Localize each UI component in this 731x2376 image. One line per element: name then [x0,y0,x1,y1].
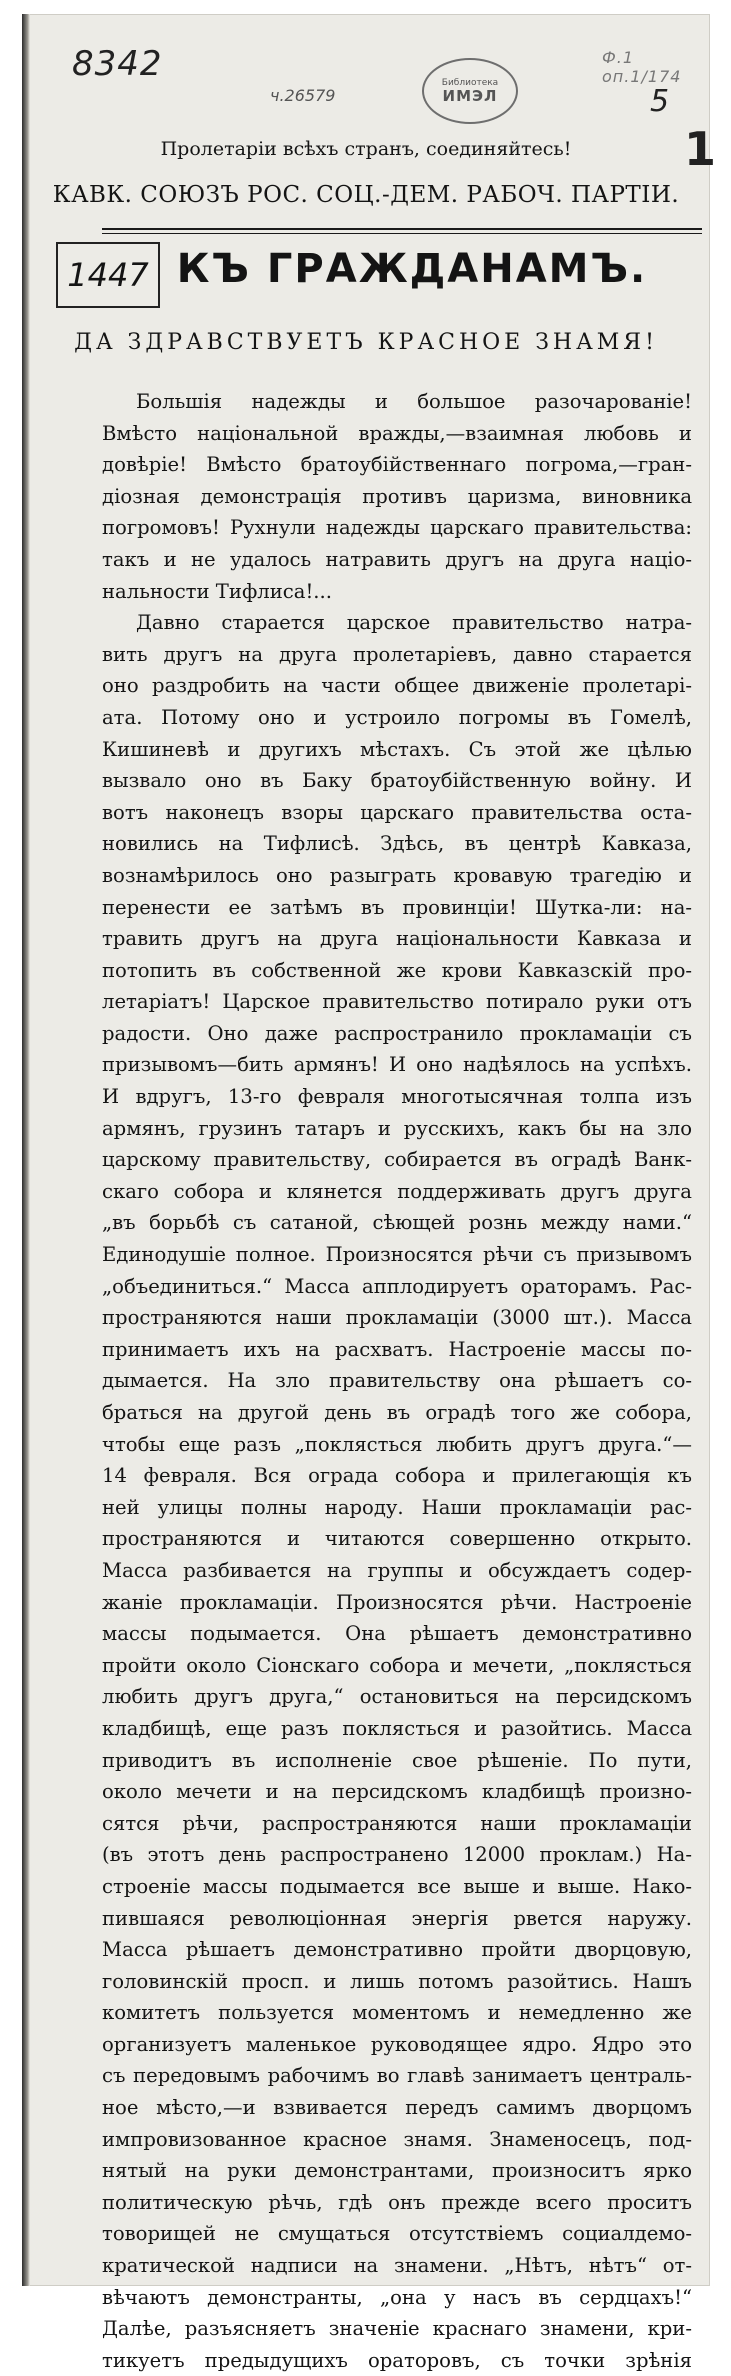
body-line: новились на Тифлисѣ. Здѣсь, въ центрѣ Кавказа, [102,832,692,856]
body-line: вознамѣрилось оно разыграть кровавую трагедію и [102,863,692,887]
body-line: любить другъ друга,“ остановиться на персидскомъ [102,1685,692,1709]
body-text [102,386,692,2376]
body-line: оно раздробить на части общее движеніе пролетарі- [102,674,692,698]
body-line: летаріатъ! Царское правительство потирало руки отъ [102,990,692,1014]
header-organization: КАВК. СОЮЗЪ РОС. СОЦ.-ДЕМ. РАБОЧ. ПАРТІИ. [52,182,680,208]
body-line: вить другъ на друга пролетаріевъ, давно старается [102,642,692,666]
body-line: 14 февраля. Вся ограда собора и прилегающія къ [102,1464,692,1488]
body-line: ное мѣсто,—и взвивается передъ самимъ дворцомъ [102,2096,692,2120]
body-line: сятся рѣчи, распространяются наши прокламаціи [102,1811,692,1835]
body-line: комитетъ пользуется моментомъ и немедленно же [102,2001,692,2025]
body-line: Вмѣсто національной вражды,—взаимная любовь и [102,421,692,445]
body-line: около мечети и на персидскомъ кладбищѣ произно- [102,1780,692,1804]
body-line: травить другъ на друга національности Кавказа и [102,927,692,951]
header-rule-thick [102,228,702,230]
body-line: браться на другой день въ оградѣ того же собора, [102,1401,692,1424]
body-line: армянъ, грузинъ татаръ и русскихъ, какъ бы на зло [102,1116,692,1140]
body-line: съ передовымъ рабочимъ во главѣ занимаетъ централь- [102,2064,692,2088]
body-line: царскому правительству, собирается въ оградѣ Ванк- [102,1148,692,1172]
body-line: пространяются наши прокламаціи (3000 шт.). Масса [102,1306,692,1330]
body-line: діозная демонстрація противъ царизма, виновника [102,484,692,508]
body-line: вызвало оно въ Баку братоубійственную войну. И [102,769,692,793]
body-line: Масса рѣшаетъ демонстративно пройти дворцовую, [102,1938,692,1962]
body-line: Давно старается царское правительство натра- [136,611,692,635]
body-line: принимаетъ ихъ на расхватъ. Настроеніе массы по- [102,1337,692,1361]
body-line: политическую рѣчь, гдѣ онъ прежде всего проситъ [102,2190,692,2214]
body-line: дымается. На зло правительству она рѣшаетъ со- [102,1369,692,1393]
boxed-handwritten-number: 1447 [56,242,160,308]
body-line: пространяются и читаются совершенно открыто. [102,1527,692,1551]
body-line: нятый на руки демонстрантами, произноситъ ярко [102,2159,692,2183]
body-line: скаго собора и клянется поддерживать другъ друга [102,1179,692,1203]
body-line: нальности Тифлиса!... [102,579,332,603]
body-line: пившаяся революціонная энергія рвется наружу. [102,1906,692,1930]
body-line: призывомъ—бить армянъ! И оно надѣялось на успѣхъ. [102,1053,692,1077]
body-line: головинскій просп. и лишь потомъ разойтись. Нашъ [102,1969,692,1993]
header-rule-thin [102,233,702,234]
body-line: чтобы еще разъ „поклясться любить другъ друга.“— [102,1432,692,1456]
body-line: ата. Потому оно и устроило погромы въ Гомелѣ, [102,705,692,729]
body-line: приводитъ въ исполненіе свое рѣшеніе. По пути, [102,1748,692,1772]
body-line: вотъ наконецъ взоры царскаго правительства оста- [102,800,692,824]
body-line: Большія надежды и большое разочарованіе! [136,390,692,413]
body-line: Далѣе, разъясняетъ значеніе краснаго знамени, кри- [102,2317,692,2341]
body-line: жаніе прокламаціи. Произносятся рѣчи. Настроеніе [102,1590,692,1614]
body-line: потопить въ собственной же крови Кавказскій про- [102,958,692,982]
handwritten-inventory-number: 8342 [72,44,163,84]
body-line: пройти около Сіонскаго собора и мечети, „поклясться [102,1653,692,1677]
header-motto: Пролетаріи всѣхъ странъ, соединяйтесь! [160,138,572,160]
library-stamp [422,58,518,124]
body-line: довѣріе! Вмѣсто братоубійственнаго погрома,—гран- [102,453,692,477]
body-line: ней улицы полны народу. Наши прокламаціи рас- [102,1495,692,1519]
handwritten-archive-ref: Ф.1 оп.1/174 [602,48,682,86]
document-sheet [22,14,717,2372]
body-line: И вдругъ, 13-го февраля многотысячная толпа изъ [102,1085,692,1109]
body-line: организуетъ маленькое руководящее ядро. Ядро это [102,2032,692,2056]
body-line: радости. Оно даже распространило прокламаціи съ [102,1021,692,1045]
body-line: товорищей не смущаться отсутствіемъ социалдемо- [102,2222,692,2246]
body-line: кратической надписи на знамени. „Нѣтъ, нѣтъ“ от- [102,2254,692,2278]
body-line: „объединиться.“ Масса апплодируетъ ораторамъ. Рас- [102,1274,692,1298]
body-line: (въ этотъ день распространено 12000 проклам.) На- [102,1843,692,1867]
handwritten-mark: 1 [684,122,717,176]
handwritten-note: ч.26579 [270,86,336,105]
document-title: КЪ ГРАЖДАНАМЪ. [176,246,648,292]
body-line: Кишиневѣ и другихъ мѣстахъ. Съ этой же цѣлью [102,737,692,761]
body-line: погромовъ! Рухнули надежды царскаго правительства: [102,516,692,540]
body-line: кладбищѣ, еще разъ поклясться и разойтись. Масса [102,1716,692,1740]
body-line: такъ и не удалось натравить другъ на друга націо- [102,547,692,571]
body-line: Единодушіе полное. Произносятся рѣчи съ призывомъ [102,1243,692,1267]
handwritten-page-number: 5 [650,84,670,119]
body-line: импровизованное красное знамя. Знаменосецъ, под- [102,2127,692,2151]
body-line: строеніе массы подымается все выше и выше. Нако- [102,1874,692,1898]
body-line: перенести ее затѣмъ въ провинціи! Шутка-ли: на- [102,895,692,919]
body-line: тикуетъ предыдущихъ ораторовъ, съ точки зрѣнія [102,2348,692,2372]
body-line: массы подымается. Она рѣшаетъ демонстративно [102,1622,692,1646]
body-line: вѣчаютъ демонстранты, „она у насъ въ сердцахъ!“ [102,2285,692,2309]
body-line: Масса разбивается на группы и обсуждаетъ содер- [102,1558,692,1582]
body-line: „въ борьбѣ съ сатаной, сѣющей рознь между нами.“ [102,1211,692,1235]
stamp-line-1: Библиотека [441,77,499,88]
document-subtitle: ДА ЗДРАВСТВУЕТЪ КРАСНОЕ ЗНАМЯ! [74,330,658,355]
stamp-line-2: ИМЭЛ [442,86,498,105]
